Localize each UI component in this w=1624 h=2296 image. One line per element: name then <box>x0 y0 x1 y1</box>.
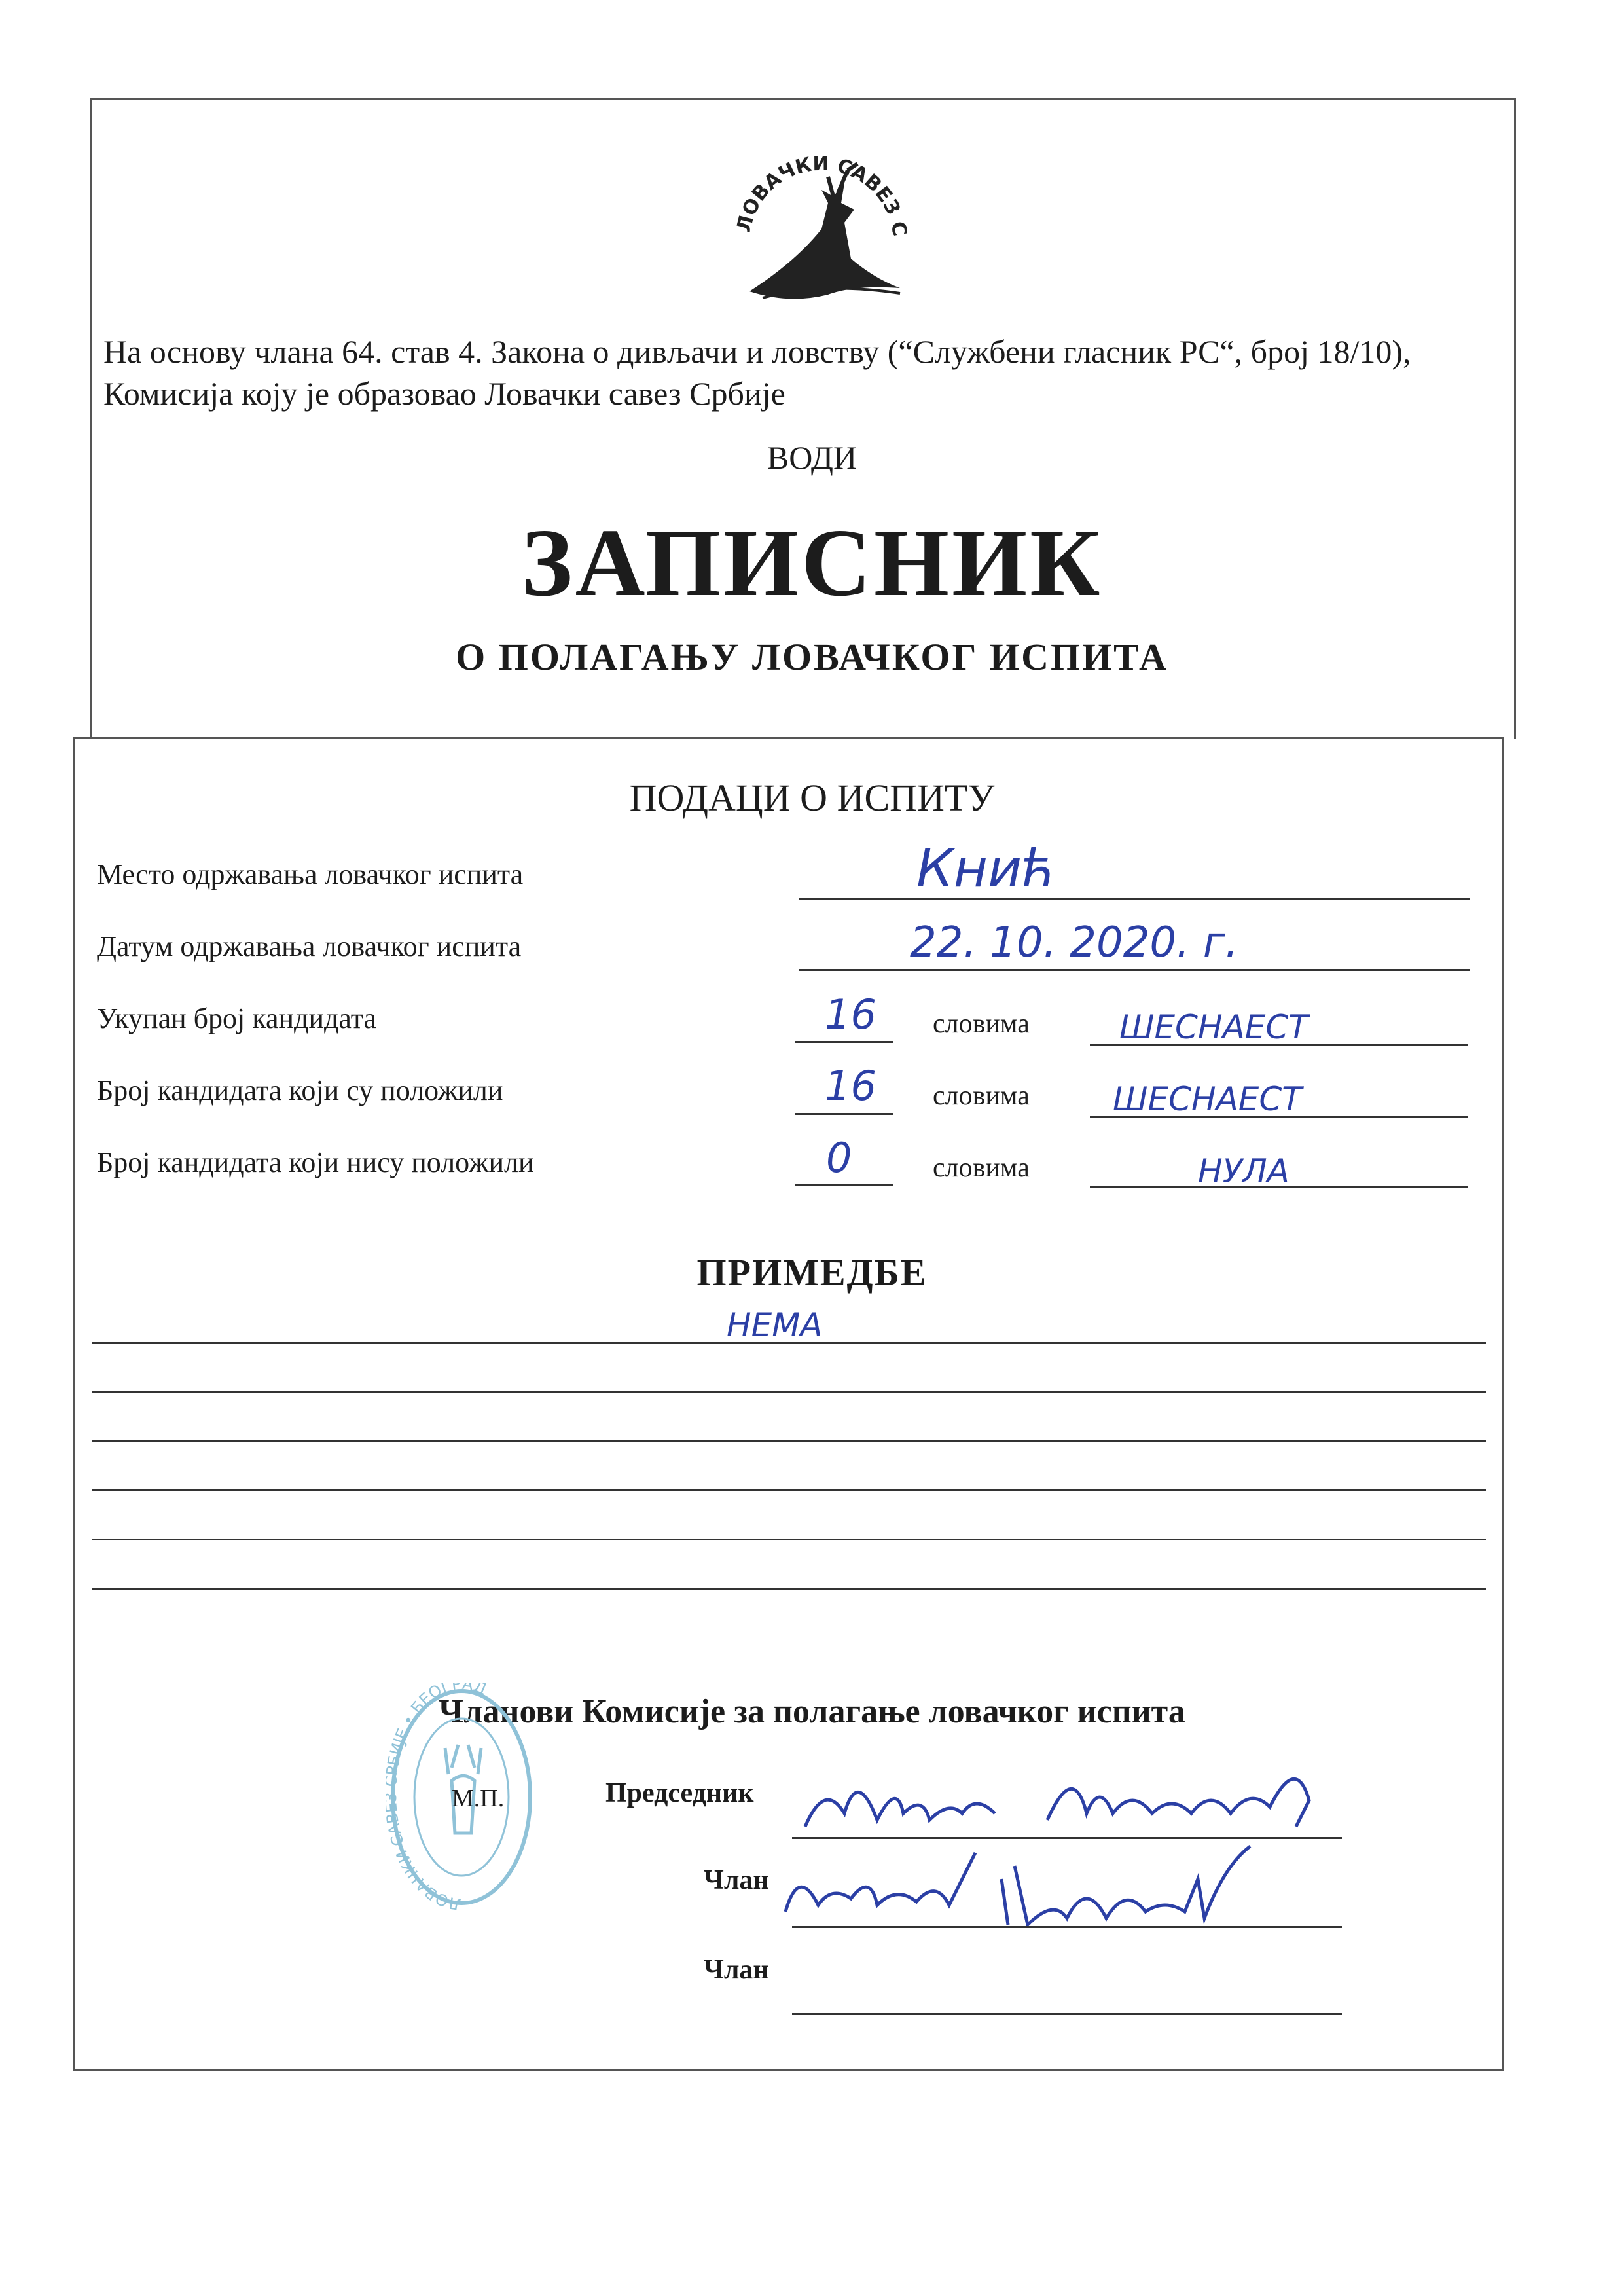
president-label: Председник <box>605 1778 754 1808</box>
president-line <box>792 1837 1342 1839</box>
passed-label: Број кандидата који су положили <box>97 1074 503 1106</box>
place-line <box>799 898 1470 900</box>
stamp-text: ЛОВАЧКИ СА ИЈЕ • БЕОГРАД <box>386 1683 490 1914</box>
document-title: ЗАПИСНИК <box>521 509 1103 617</box>
remarks-line <box>92 1391 1486 1393</box>
failed-words-line <box>1090 1186 1468 1188</box>
hunting-association-logo <box>723 131 920 318</box>
remarks-line <box>92 1588 1486 1590</box>
failed-line <box>795 1184 893 1186</box>
passed-value[interactable]: 16 <box>825 1062 876 1110</box>
total-line <box>795 1041 893 1043</box>
stamp-label: М.П. <box>452 1785 505 1812</box>
failed-value[interactable]: 0 <box>826 1134 852 1182</box>
total-value[interactable]: 16 <box>825 991 876 1038</box>
vodi-label: ВОДИ <box>767 439 857 476</box>
passed-line <box>795 1113 893 1115</box>
total-words-value[interactable]: ШЕСНАЕСТ <box>1119 1008 1308 1046</box>
remarks-line <box>92 1539 1486 1540</box>
member1-signature <box>779 1840 1276 1948</box>
member2-label: Члан <box>704 1955 769 1985</box>
svg-text:ЛОВАЧКИ САВЕЗ СРБИЈЕ <box>723 131 911 238</box>
place-value[interactable]: Кнић <box>916 838 1056 899</box>
member2-line <box>792 2013 1342 2015</box>
commission-heading: Чланови Комисије за полагање ловачког испита <box>439 1693 1185 1730</box>
passed-words-label: словима <box>933 1081 1030 1111</box>
document-subtitle: О ПОЛАГАЊУ ЛОВАЧКОГ ИСПИТА <box>456 636 1168 678</box>
passed-words-value[interactable]: ШЕСНАЕСТ <box>1113 1080 1302 1118</box>
remarks-line <box>92 1342 1486 1344</box>
exam-data-heading: ПОДАЦИ О ИСПИТУ <box>629 776 995 819</box>
member1-line <box>792 1926 1342 1928</box>
date-line <box>799 969 1470 971</box>
remarks-heading: ПРИМЕДБЕ <box>696 1251 928 1294</box>
intro-paragraph: На основу члана 64. став 4. Закона о дивљачи и ловству (“Службени гласник РС“, број 18/10), Комисија коју је образовао Ловачки савез Србије <box>103 333 1411 412</box>
remarks-line <box>92 1489 1486 1491</box>
member1-label: Члан <box>704 1865 769 1895</box>
failed-label: Број кандидата који нису положили <box>97 1146 534 1178</box>
failed-words-value[interactable]: НУЛА <box>1198 1152 1290 1190</box>
passed-words-line <box>1090 1116 1468 1118</box>
remarks-line <box>92 1440 1486 1442</box>
logo-text: ЛОВАЧКИ САВЕЗ С <box>732 152 911 238</box>
total-words-line <box>1090 1044 1468 1046</box>
date-label: Датум одржавања ловачког испита <box>97 930 522 962</box>
total-words-label: словима <box>933 1009 1030 1039</box>
failed-words-label: словима <box>933 1153 1030 1183</box>
remarks-value[interactable]: НЕМА <box>727 1306 823 1344</box>
total-label: Укупан број кандидата <box>97 1002 377 1034</box>
date-value[interactable]: 22. 10. 2020. г. <box>910 919 1238 967</box>
place-label: Место одржавања ловачког испита <box>97 858 524 890</box>
